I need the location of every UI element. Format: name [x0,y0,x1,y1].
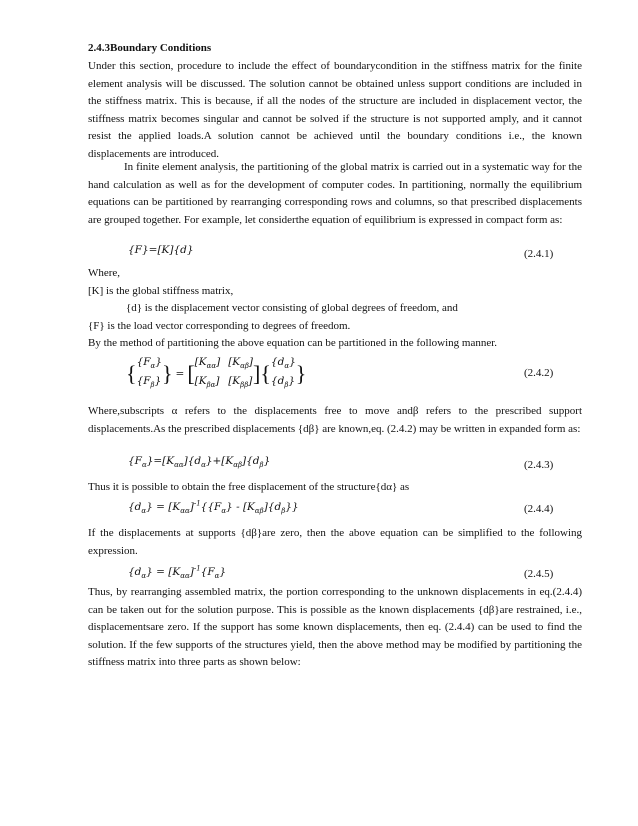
definition-k: [K] is the global stiffness matrix, [88,285,234,297]
equation-number-2-4-4: (2.4.4) [524,503,554,515]
equation-2-4-2: { $\{F_\alpha\}$ $\{F_\beta\}$ } = [ $[K_{\alpha\alpha}]$ $[K_{\beta\alpha}]$ $[K_{\alpha\beta}]$ $[K_{\beta\beta}]$ ] { $\{d_\alpha\}$ $\{d_\beta\}$ } [126,356,307,390]
equation-2-4-3: $\{F_\alpha\}=[K_{\alpha\alpha}]\{d_\alpha\}+[K_{\alpha\beta}]\{d_\beta\}$ [128,455,271,470]
equation-2-4-4: $\{d_\alpha\} = [K_{\alpha\alpha}]^{-1}\{\{F_\alpha\} - [K_{\alpha\beta}]\{d_\beta\}\}$ [128,499,299,515]
subscripts-text: Where,subscripts α refers to the displacements free to move andβ refers to the prescribed support displacements.As the prescribed displacements {dβ} are known,eq. (2.4.2) may be written in expanded form as: [88,405,582,435]
free-displacement-text: Thus it is possible to obtain the free displacement of the structure{dα} as [88,481,410,493]
paragraph-subscripts [88,403,582,438]
zero-support-text: If the displacements at supports {dβ}are zero, then the above equation can be simplified to the following expression. [88,527,582,557]
definition-d: {d} is the displacement vector consisting of global degrees of freedom, and [126,302,458,314]
equation-number-2-4-1: (2.4.1) [524,248,554,260]
partitioning-text: In finite element analysis, the partitioning of the global matrix is carried out in a systematic way for the hand calculation as well as for the development of computer codes. In partitioning, normally the equilibrium equations can be partitioned by rearranging corresponding rows and columns, so that prescribed displacements are grouped together. For example, let considerthe equation of equilibrium is expressed in compact form as: [88,161,582,226]
intro-text: Under this section, procedure to include the effect of boundarycondition in the stiffness matrix for the finite element analysis will be discussed. The solution cannot be obtained unless support conditions are included in the stiffness matrix. This is because, if all the nodes of the structure are included in displacement vector, the stiffness matrix becomes singular and cannot be solved if the structure is not supported amply, and it cannot resist the applied loads.A solution cannot be achieved until the boundary conditions i.e., the known displacements are introduced. [88,60,582,160]
rearranging-text: Thus, by rearranging assembled matrix, the portion corresponding to the unknown displacements in eq.(2.4.4) can be taken out for the solution purpose. This is possible as the known displacements {dβ}are restrained, i.e., displacementsare zero. If the support has some known displacements, then eq. (2.4.4) can be used to find the solution. If the few supports of the structures yield, then the above method may be modified by partitioning the stiffness matrix into three parts as shown below: [88,586,582,669]
equation-number-2-4-5: (2.4.5) [524,568,554,580]
paragraph-partitioning [88,159,582,229]
definition-f: {F} is the load vector corresponding to degrees of freedom. [88,320,351,332]
equation-number-2-4-2: (2.4.2) [524,367,554,379]
equation-2-4-1: {F}=[K]{d} [128,244,194,256]
equation-2-4-5: $\{d_\alpha\} = [K_{\alpha\alpha}]^{-1}\{F_\alpha\}$ [128,564,227,580]
section-heading: 2.4.3Boundary Conditions [88,42,212,54]
paragraph-rearranging [88,584,582,672]
where-label: Where, [88,267,121,279]
partition-intro: By the method of partitioning the above equation can be partitioned in the following manner. [88,337,498,349]
equation-number-2-4-3: (2.4.3) [524,459,554,471]
paragraph-intro [88,58,582,164]
paragraph-zero-support [88,525,582,560]
